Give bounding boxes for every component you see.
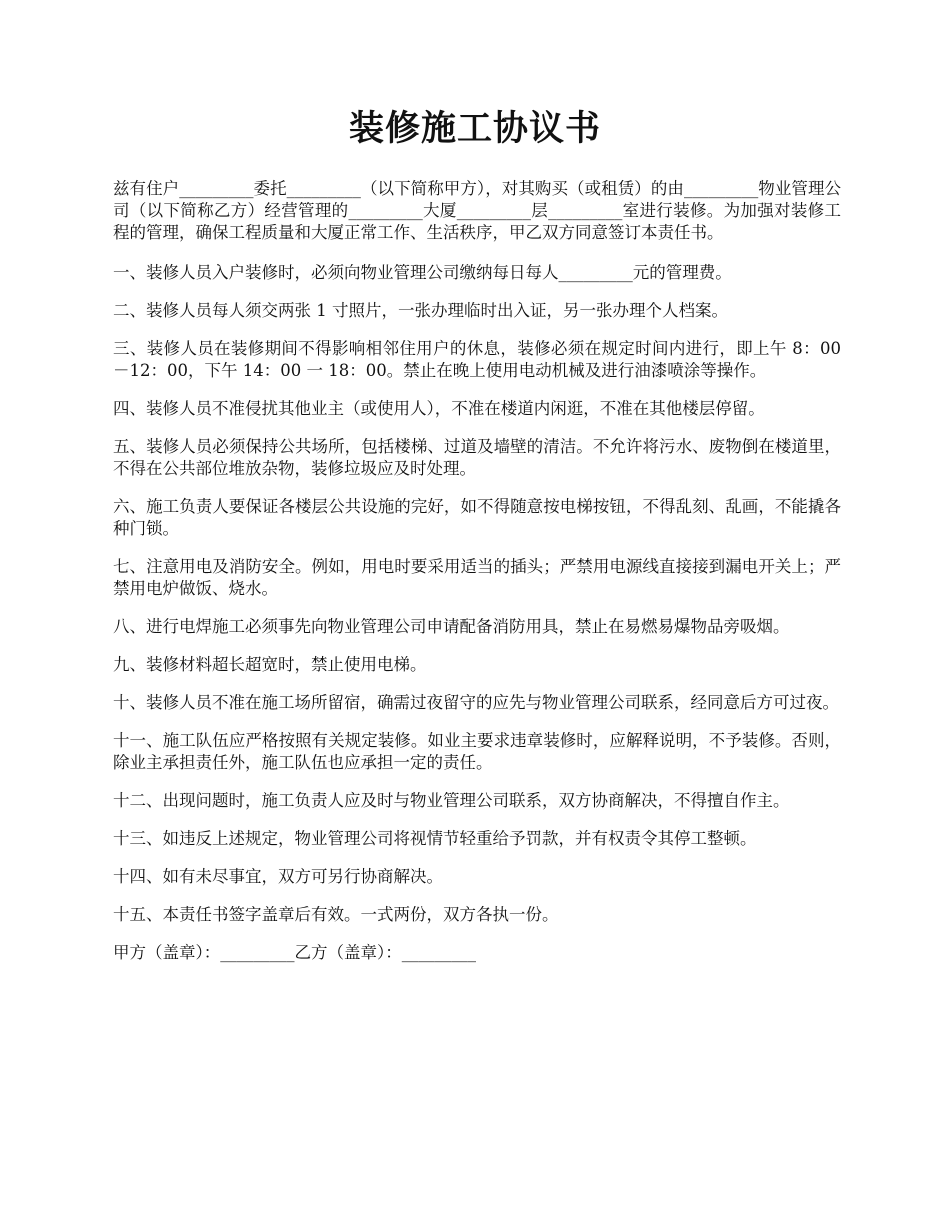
clause-12: 十二、出现问题时，施工负责人应及时与物业管理公司联系，双方协商解决，不得擅自作主。: [113, 791, 790, 810]
clause-13: 十三、如违反上述规定，物业管理公司将视情节轻重给予罚款，并有权责令其停工整顿。: [113, 829, 757, 848]
clause-11: 十一、施工队伍应严格按照有关规定装修。如业主要求违章装修时，应解释说明，不予装修。否则，除业主承担责任外，施工队伍也应承担一定的责任。: [113, 731, 841, 772]
intro-paragraph: 兹有住户_________委托_________（以下简称甲方），对其购买（或租赁）的由_________物业管理公司（以下简称乙方）经营管理的_________大厦_________层_________室进行装修。为加强对装修工程的管理，确保工程质量和大厦正常工作、生活秩序，甲乙双方同意签订本责任书。: [113, 179, 841, 242]
signature-line: 甲方（盖章）：_________乙方（盖章）：_________: [113, 943, 476, 962]
clause-3: 三、装修人员在装修期间不得影响相邻住用户的休息，装修必须在规定时间内进行，即上午 8：00－12：00，下午 14：00 一 18：00。禁止在晚上使用电动机械及进行油漆喷涂等操作。: [113, 339, 841, 380]
clause-4: 四、装修人员不准侵扰其他业主（或使用人），不准在楼道内闲逛，不准在其他楼层停留。: [113, 399, 765, 418]
clause-7: 七、注意用电及消防安全。例如，用电时要采用适当的插头；严禁用电源线直接接到漏电开关上；严禁用电炉做饭、烧水。: [113, 557, 841, 598]
clause-8: 八、进行电焊施工必须事先向物业管理公司申请配备消防用具，禁止在易燃易爆物品旁吸烟。: [113, 617, 790, 636]
clause-5: 五、装修人员必须保持公共场所，包括楼梯、过道及墙壁的清洁。不允许将污水、废物倒在楼道里，不得在公共部位堆放杂物，装修垃圾应及时处理。: [113, 437, 841, 478]
clause-1: 一、装修人员入户装修时，必须向物业管理公司缴纳每日每人_________元的管理费。: [113, 263, 732, 282]
clause-6: 六、施工负责人要保证各楼层公共设施的完好，如不得随意按电梯按钮，不得乱刻、乱画，不能撬各种门锁。: [113, 497, 841, 538]
clause-9: 九、装修材料超长超宽时，禁止使用电梯。: [113, 655, 427, 674]
document-title: 装修施工协议书: [348, 108, 601, 149]
document-body: [113, 178, 841, 980]
clause-2: 二、装修人员每人须交两张 1 寸照片，一张办理临时出入证，另一张办理个人档案。: [113, 301, 728, 320]
clause-10: 十、装修人员不准在施工场所留宿，确需过夜留守的应先与物业管理公司联系，经同意后方可过夜。: [113, 693, 839, 712]
clause-14: 十四、如有未尽事宜，双方可另行协商解决。: [113, 867, 443, 886]
clause-15: 十五、本责任书签字盖章后有效。一式两份，双方各执一份。: [113, 905, 559, 924]
